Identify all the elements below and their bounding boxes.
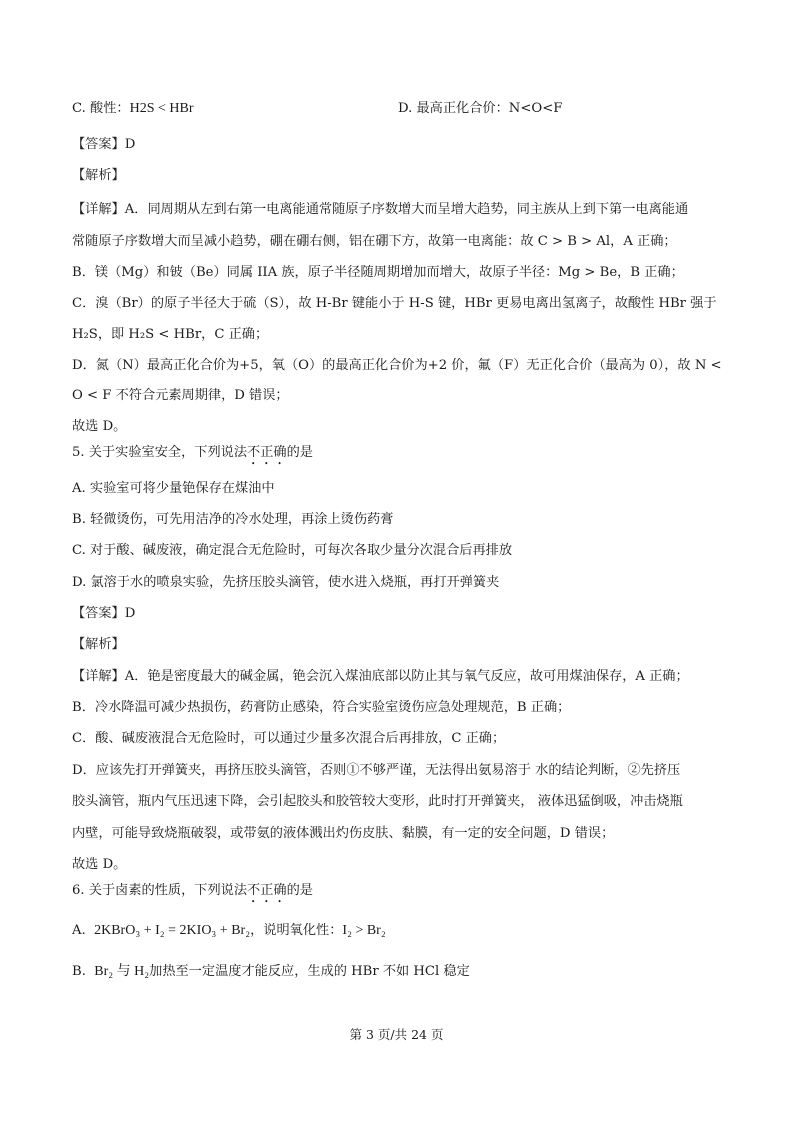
q6-option-b-reactants: Br₂ 与 H₂: [94, 964, 150, 979]
q4-detail-line: O < F 不符合元素周期律，D 错误；: [72, 388, 289, 403]
q5-stem-emphasis: 不正确: [247, 445, 287, 460]
q4-detail-line: 常随原子序数增大而呈减小趋势，硼在硼右侧，铝在硼下方，故第一电离能：故 C > B > Al，A 正确；: [72, 234, 677, 249]
q4-answer: 【答案】D: [72, 137, 136, 152]
q6-option-a-conclusion: I₂ > Br₂: [342, 923, 386, 938]
q5-option-b: B. 轻微烫伤，可先用洁净的冷水处理，再涂上烫伤药膏: [72, 512, 394, 527]
q4-option-d: D. 最高正化合价：N<O<F: [398, 101, 563, 116]
q6-option-a-label: A.: [72, 923, 86, 938]
q6-stem-suffix: 的是: [286, 883, 313, 898]
q5-detail-line: 【详解】A．铯是密度最大的碱金属，铯会沉入煤油底部以防止其与氧气反应，故可用煤油保存，A 正确；: [72, 669, 689, 684]
q4-detail-line: H₂S，即 H₂S < HBr，C 正确；: [72, 327, 269, 342]
q5-detail-line: 胶头滴管，瓶内气压迅速下降，会引起胶头和胶管较大变形，此时打开弹簧夹， 液体迅猛倒吸，冲击烧瓶: [72, 794, 683, 809]
q5-answer: 【答案】D: [72, 606, 136, 621]
q6-stem-emphasis: 不正确: [247, 883, 287, 898]
q6-option-b-text: 加热至一定温度才能反应，生成的 HBr 不如 HCl 稳定: [149, 964, 470, 979]
q4-detail-line: 【详解】A．同周期从左到右第一电离能通常随原子序数增大而呈增大趋势，同主族从上到下第一电离能通: [72, 202, 689, 217]
q5-detail-line: B．冷水降温可减少热损伤，药膏防止感染，符合实验室烫伤应急处理规范，B 正确；: [72, 700, 571, 715]
q6-option-b-label: B.: [72, 964, 86, 979]
q5-analysis-title: 【解析】: [72, 637, 125, 652]
q5-option-c: C. 对于酸、碱废液，确定混合无危险时，可每次各取少量分次混合后再排放: [72, 543, 513, 558]
q6-option-a: [72, 922, 724, 940]
q4-detail-line: B．镁（Mg）和铍（Be）同属 IIA 族，原子半径随周期增加而增大，故原子半径：Mg > Be，B 正确；: [72, 265, 684, 280]
page-footer: 第 3 页/共 24 页: [349, 1027, 444, 1042]
q6-stem-prefix: 6. 关于卤素的性质，下列说法: [72, 883, 248, 898]
q4-option-c: [72, 100, 193, 118]
q5-option-a: A. 实验室可将少量铯保存在煤油中: [72, 481, 275, 496]
q5-stem-suffix: 的是: [286, 445, 313, 460]
q5-stem: [72, 444, 724, 468]
q5-detail-line: 内壁，可能导致烧瓶破裂，或带氨的液体溅出灼伤皮肤、黏膜，有一定的安全问题，D 错误；: [72, 826, 615, 841]
q5-detail-line: D．应该先打开弹簧夹，再挤压胶头滴管，否则①不够严谨，无法得出氨易溶于 水的结论判断，②先挤压: [72, 763, 681, 778]
q6-option-a-text: ，说明氧化性：: [250, 923, 343, 938]
q5-choose: 故选 D。: [72, 857, 127, 872]
q5-option-d: D. 氯溶于水的喷泉实验，先挤压胶头滴管，使水进入烧瓶，再打开弹簧夹: [72, 575, 500, 590]
q4-option-c-label: C. 酸性：: [72, 101, 130, 116]
q4-detail-line: D．氮（N）最高正化合价为+5，氧（O）的最高正化合价为+2 价，氟（F）无正化合价（最高为 0），故 N <: [72, 358, 722, 373]
q4-analysis-title: 【解析】: [72, 168, 125, 183]
q6-stem: [72, 882, 724, 906]
q5-stem-prefix: 5. 关于实验室安全，下列说法: [72, 445, 248, 460]
q5-detail-line: C．酸、碱废液混合无危险时，可以通过少量多次混合后再排放，C 正确；: [72, 731, 506, 746]
q6-option-a-equation: 2KBrO₃ + I₂ = 2KIO₃ + Br₂: [94, 923, 251, 938]
q4-choose: 故选 D。: [72, 419, 127, 434]
q6-option-b: [72, 963, 724, 981]
q4-detail-line: C．溴（Br）的原子半径大于硫（S），故 H-Br 键能小于 H-S 键，HBr 更易电离出氢离子，故酸性 HBr 强于: [72, 296, 717, 311]
q4-option-c-formula: H2S < HBr: [129, 101, 194, 116]
